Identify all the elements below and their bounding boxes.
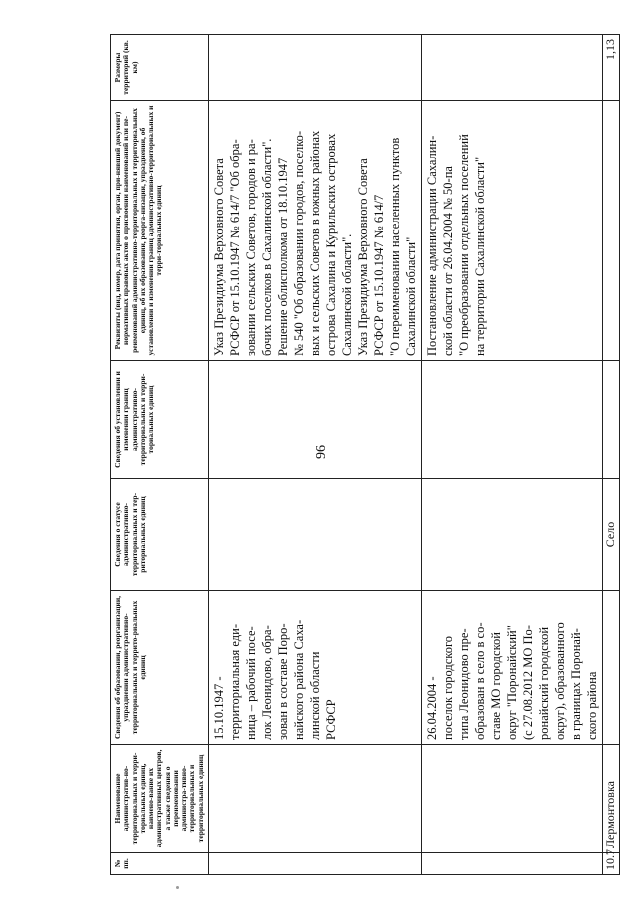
cell-num [208, 853, 421, 875]
cell-num [421, 853, 602, 875]
requisites-line: "О преобразовании отдельных поселений [456, 134, 471, 356]
requisites-line: Решение облисполкома от 18.10.1947 [275, 157, 290, 356]
history-line: лок Леонидово, обра- [259, 625, 274, 740]
header-area: Размеры территорий (кв. км) [111, 35, 209, 101]
requisites-line: Сахалинской области". [339, 233, 354, 356]
table-row [421, 35, 602, 875]
requisites-line: РСФСР от 15.10.1947 № 614/7 "Об обра- [227, 139, 242, 356]
history-line: в границах Поронай- [568, 628, 583, 740]
cell-requisites [421, 101, 602, 361]
header-name: Наименование административ-но-территориальных и терри-ториальных единиц, наимено-вание их административных центров, а также сведения о переименовании администра-тивно-территориальных и территориальных единиц [111, 745, 209, 853]
history-line: линской области [307, 651, 322, 740]
header-history: Сведения об образовании, реорганизации, упразднении административно-территориальных и террито-риальных единиц [111, 591, 209, 745]
cell-boundaries [602, 361, 619, 479]
history-line: 26.04.2004 - [424, 676, 439, 740]
requisites-line: Сахалинской области" [403, 236, 418, 356]
cell-name [208, 745, 421, 853]
requisites-line: "О переименовании населенных пунктов [387, 137, 402, 356]
table-row-lermontovka [602, 35, 619, 875]
requisites-line: на территории Сахалинской области" [472, 156, 487, 356]
header-num: № пп. [111, 853, 209, 875]
registry-table [110, 34, 620, 875]
history-line: округ "Поронайский" [504, 625, 519, 740]
page-number: 96 [314, 445, 329, 459]
history-line: ставе МО городской [488, 632, 503, 740]
header-requisites: Реквизиты (вид, номер, дата принятия, орган, при-нявший документ) нормативных правовых актов о присвоении наименований или пе-реименований административно-территориальных и территориальных единиц, об их образовании, реорга-низации, упразднении, об установлении и изменении границ административно-территориальных и терри-ториальных единиц [111, 101, 209, 361]
requisites-line: бочих поселков в Сахалинской области". [259, 138, 274, 356]
history-line: территориальная еди- [227, 624, 242, 740]
history-line: образован в село в со- [472, 622, 487, 740]
history-line: ница – рабочий посе- [243, 626, 258, 740]
table-row [208, 35, 421, 875]
cell-name [421, 745, 602, 853]
cell-area [208, 35, 421, 101]
cell-history [208, 591, 421, 745]
cell-status: Село [602, 479, 619, 591]
history-line: ского района [584, 671, 599, 740]
requisites-line: вых и сельских Советов в южных районах [307, 130, 322, 356]
requisites-line: Указ Президиума Верховного Совета [355, 158, 370, 356]
cell-status [208, 479, 421, 591]
header-row [111, 35, 209, 875]
requisites-line: Постановление администрации Сахалин- [424, 135, 439, 356]
cell-history [602, 591, 619, 745]
cell-num: 10.7 [602, 853, 619, 875]
history-line: найского района Саха- [291, 619, 306, 740]
history-line: округ), образованного [552, 622, 567, 740]
cell-requisites [208, 101, 421, 361]
requisites-line: № 540 "Об образовании городов, поселко- [291, 130, 306, 356]
cell-boundaries [421, 361, 602, 479]
requisites-line: зовании сельских Советов, городов и ра- [243, 139, 258, 356]
history-line: типа Леонидово пре- [456, 628, 471, 740]
history-line: зован в составе Поро- [275, 623, 290, 740]
requisites-line: острова Сахалина и Курильских островах [323, 133, 338, 356]
history-line: (с 27.08.2012 МО По- [520, 625, 535, 740]
history-line: РСФСР [323, 699, 338, 740]
cell-area [421, 35, 602, 101]
registry-table-rotated [110, 35, 618, 875]
cell-history [421, 591, 602, 745]
cell-requisites [602, 101, 619, 361]
cell-status [421, 479, 602, 591]
history-line: ронайский городской [536, 626, 551, 740]
cell-name: Лермонтовка [602, 745, 619, 853]
scan-speck [176, 886, 179, 889]
requisites-line: ской области от 26.04.2004 № 50-па [440, 166, 455, 356]
history-line: 15.10.1947 - [211, 676, 226, 740]
header-boundaries: Сведения об установлении и изменении границ административно-территориальных и терри-ториальных единиц [111, 361, 209, 479]
cell-area: 1,13 [602, 35, 619, 101]
header-status: Сведения о статусе административно-территориальных и тер-риториальных единиц [111, 479, 209, 591]
cell-boundaries [208, 361, 421, 479]
history-line: поселок городского [440, 635, 455, 740]
requisites-line: Указ Президиума Верховного Совета [211, 158, 226, 356]
requisites-line: РСФСР от 15.10.1947 № 614/7 [371, 194, 386, 356]
